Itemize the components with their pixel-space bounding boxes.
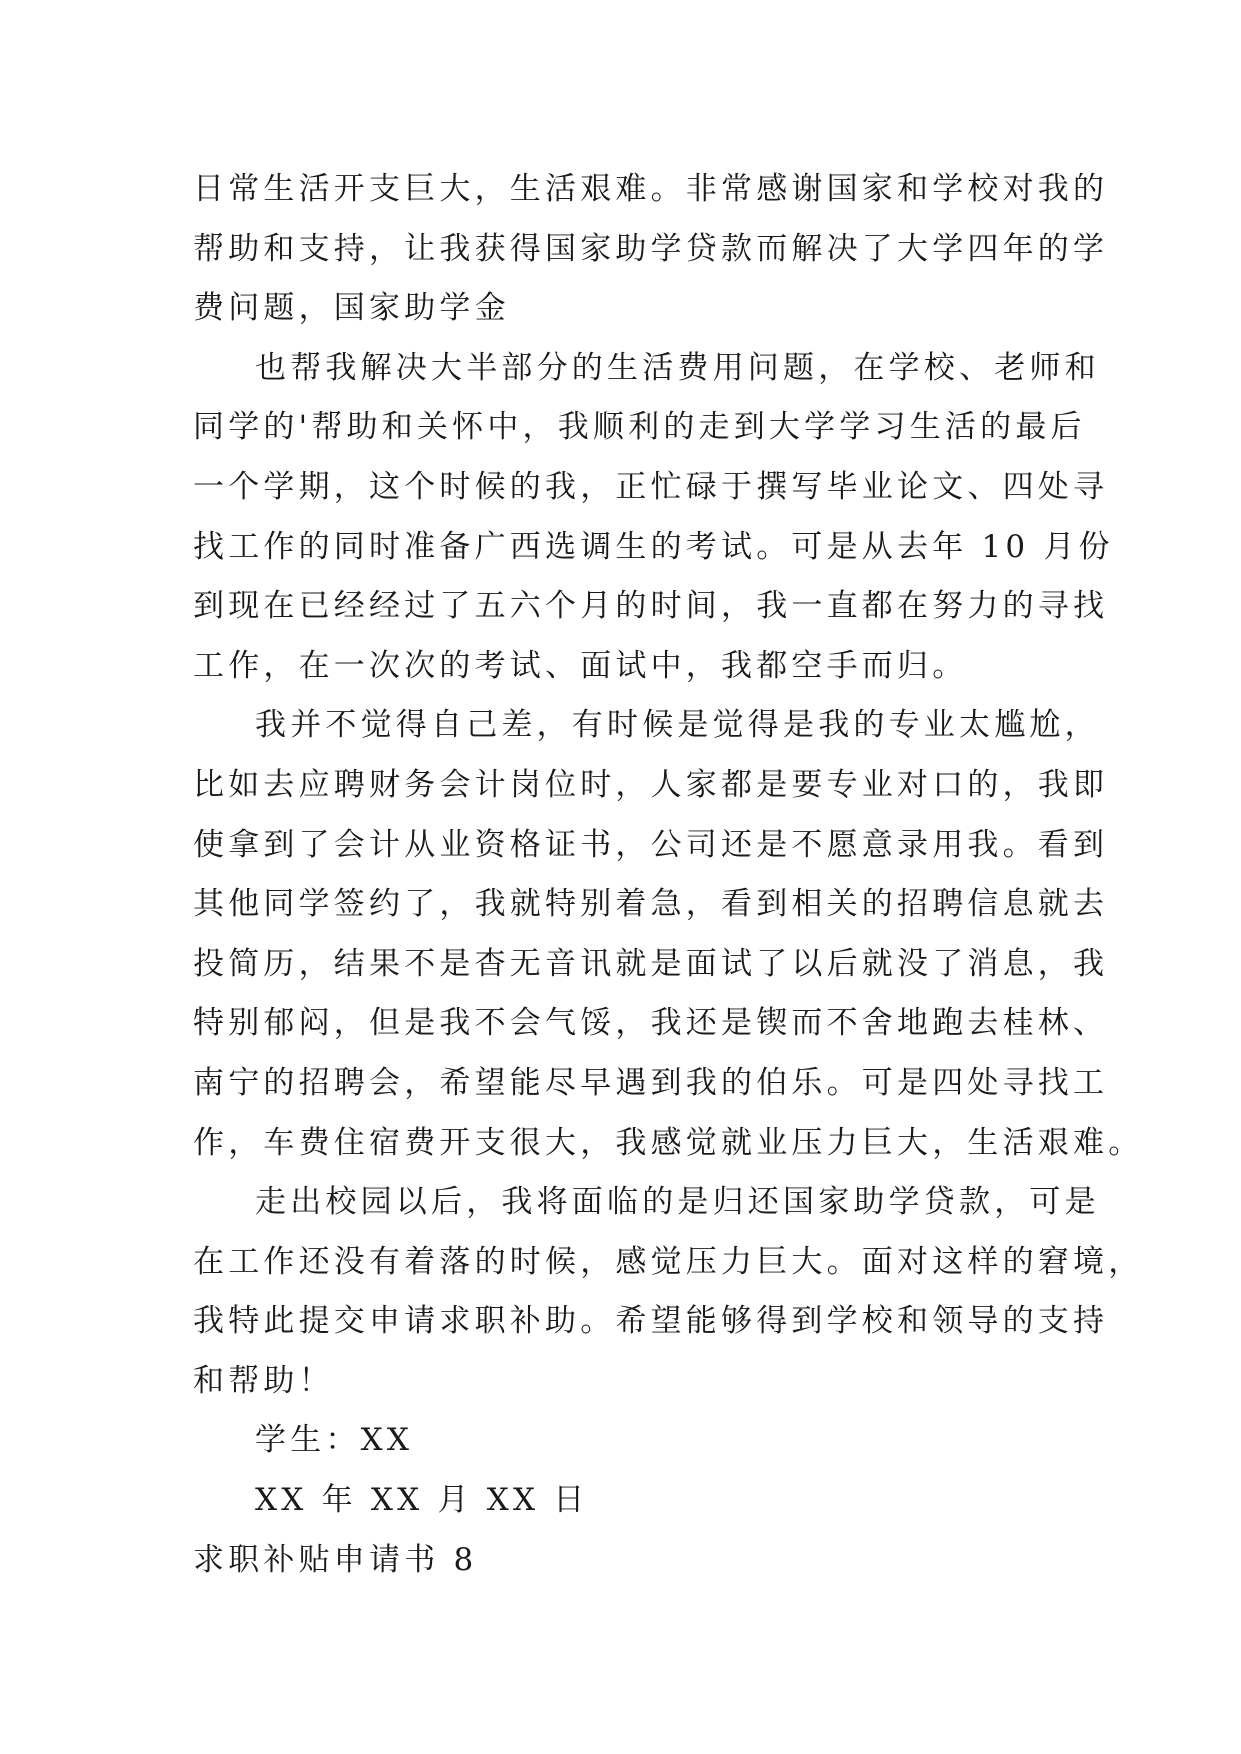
section-title: 求职补贴申请书 8 [193,1541,478,1578]
text-line: 南宁的招聘会，希望能尽早遇到我的伯乐。可是四处寻找工 [193,1064,1109,1101]
text-line: 作，车费住宿费开支很大，我感觉就业压力巨大，生活艰难。 [193,1124,1144,1161]
text-line: 投简历，结果不是杳无音讯就是面试了以后就没了消息，我 [193,945,1109,982]
text-line: 一个学期，这个时候的我，正忙碌于撰写毕业论文、四处寻 [193,468,1109,505]
text-line: 日常生活开支巨大，生活艰难。非常感谢国家和学校对我的 [193,171,1109,207]
text-line: 和帮助！ [193,1362,334,1399]
text-line: 同学的'帮助和关怀中，我顺利的走到大学学习生活的最后 [193,409,1086,446]
text-line: 费问题，国家助学金 [193,290,510,327]
paragraph-start-line: 我并不觉得自己差，有时候是觉得是我的专业太尴尬， [255,707,1100,744]
text-line: 工作，在一次次的考试、面试中，我都空手而归。 [193,647,968,684]
text-line: 我特此提交申请求职补助。希望能够得到学校和领导的支持 [193,1303,1109,1340]
text-line: 找工作的同时准备广西选调生的考试。可是从去年 10 月份 [193,528,1114,565]
document-body [193,160,1144,1590]
text-line: 帮助和支持，让我获得国家助学贷款而解决了大学四年的学 [193,230,1109,267]
signature-date: XX 年 XX 月 XX 日 [255,1482,589,1519]
text-line: 特别郁闷，但是我不会气馁，我还是锲而不舍地跑去桂林、 [193,1005,1109,1042]
paragraph-start-line: 也帮我解决大半部分的生活费用问题，在学校、老师和 [255,349,1100,386]
text-line: 到现在已经经过了五六个月的时间，我一直都在努力的寻找 [193,588,1109,625]
paragraph-start-line: 走出校园以后，我将面临的是归还国家助学贷款，可是 [255,1184,1100,1221]
text-line: 其他同学签约了，我就特别着急，看到相关的招聘信息就去 [193,886,1109,923]
text-line: 比如去应聘财务会计岗位时，人家都是要专业对口的，我即 [193,766,1109,803]
signature-student: 学生：XX [255,1422,414,1459]
text-line: 在工作还没有着落的时候，感觉压力巨大。面对这样的窘境， [193,1243,1144,1280]
text-line: 使拿到了会计从业资格证书，公司还是不愿意录用我。看到 [193,826,1109,863]
